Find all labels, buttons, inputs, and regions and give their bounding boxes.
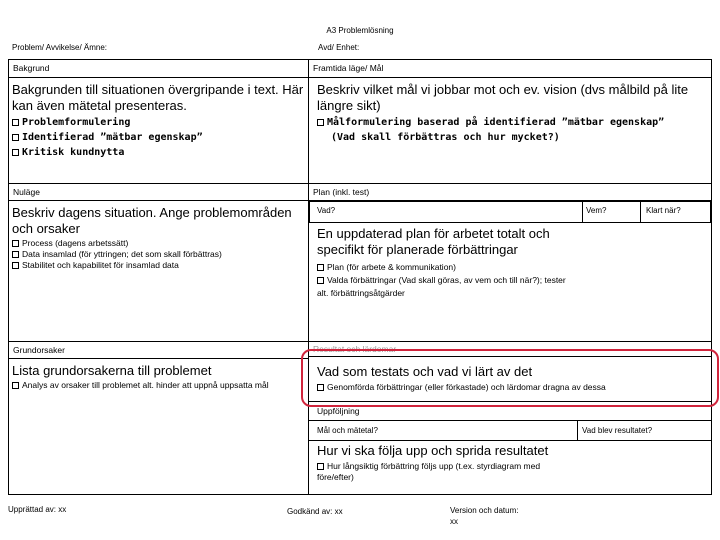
plan-col-done: Klart när? <box>646 206 681 215</box>
version-label: Version och datum: <box>450 506 519 515</box>
future-bullets <box>317 115 707 145</box>
results-text: Vad som testats och vad vi lärt av det <box>317 364 533 379</box>
future-header: Framtida läge/ Mål <box>309 60 711 78</box>
bullet-item: Analys av orsaker till problemet alt. hinder att uppnå uppsatta mål <box>12 380 292 391</box>
checkbox-icon <box>317 119 324 126</box>
root-causes-bullets <box>12 380 292 391</box>
bullet-item: Plan (för arbete & kommunikation) <box>317 261 572 274</box>
background-text: Bakgrunden till situationen övergripande i text. Här kan även mätetal presenteras. <box>12 82 304 113</box>
results-header: Resultat och lärdomar <box>309 342 711 357</box>
background-header: Bakgrund <box>9 60 308 78</box>
divider <box>640 201 641 223</box>
followup-text: Hur vi ska följa upp och sprida resultatet <box>317 443 549 458</box>
bullet-item: Identifierad ”mätbar egenskap” <box>12 130 306 145</box>
root-causes-header: Grundorsaker <box>9 342 308 359</box>
problem-label: Problem/ Avvikelse/ Ämne: <box>12 43 108 52</box>
current-bullets <box>12 238 306 271</box>
unit-label: Avd/ Enhet: <box>318 43 360 52</box>
checkbox-icon <box>317 277 324 284</box>
divider <box>309 420 711 421</box>
bullet-item: Hur långsiktig förbättring följs upp (t.ex. styrdiagram med före/efter) <box>317 461 541 482</box>
plan-bullets <box>317 261 572 300</box>
bullet-item: Kritisk kundnytta <box>12 145 306 160</box>
plan-text: En uppdaterad plan för arbetet totalt och specifikt för planerade förbättringar <box>317 226 550 257</box>
page-title: A3 Problemlösning <box>326 26 394 35</box>
checkbox-icon <box>12 149 19 156</box>
bullet-item: Process (dagens arbetssätt) <box>12 238 306 249</box>
root-causes-text: Lista grundorsakerna till problemet <box>12 363 212 378</box>
bullet-item: Genomförda förbättringar (eller förkastade) och lärdomar dragna av dessa <box>317 382 697 393</box>
future-text: Beskriv vilket mål vi jobbar mot och ev. vision (dvs målbild på lite längre sikt) <box>317 82 689 113</box>
center-divider <box>308 59 309 495</box>
checkbox-icon <box>12 119 19 126</box>
checkbox-icon <box>12 262 19 269</box>
followup-bullets <box>317 461 547 483</box>
approved-by: Godkänd av: xx <box>287 507 343 516</box>
bullet-item: Stabilitet och kapabilitet för insamlad data <box>12 260 306 271</box>
plan-col-what: Vad? <box>317 206 336 215</box>
plan-col-who: Vem? <box>586 206 607 215</box>
checkbox-icon <box>317 463 324 470</box>
checkbox-icon <box>12 382 19 389</box>
divider <box>577 420 578 440</box>
divider <box>582 201 583 223</box>
bullet-item: Problemformulering <box>12 115 306 130</box>
checkbox-icon <box>317 264 324 271</box>
checkbox-icon <box>12 251 19 258</box>
highlight-box <box>301 349 719 407</box>
version-value: xx <box>450 517 458 526</box>
divider <box>309 440 711 441</box>
bullet-item: Målformulering baserad på identifierad ”mätbar egenskap” <box>317 115 707 130</box>
checkbox-icon <box>12 240 19 247</box>
bullet-continuation: (Vad skall förbättras och hur mycket?) <box>331 132 560 143</box>
checkbox-icon <box>12 134 19 141</box>
followup-col-result: Vad blev resultatet? <box>582 426 653 435</box>
bullet-item: Data insamlad (för yttringen; det som skall förbättras) <box>12 249 306 260</box>
plan-header: Plan (inkl. test) <box>309 184 711 201</box>
followup-header: Uppföljning <box>317 406 360 416</box>
current-header: Nuläge <box>9 184 308 201</box>
followup-col-goal: Mål och mätetal? <box>317 426 378 435</box>
current-text: Beskriv dagens situation. Ange problemområden och orsaker <box>12 205 292 236</box>
prepared-by: Upprättad av: xx <box>8 505 67 514</box>
background-bullets <box>12 115 306 160</box>
bullet-item: Valda förbättringar (Vad skall göras, av vem och till när?); tester alt. förbättringsåtgärder <box>317 275 566 298</box>
